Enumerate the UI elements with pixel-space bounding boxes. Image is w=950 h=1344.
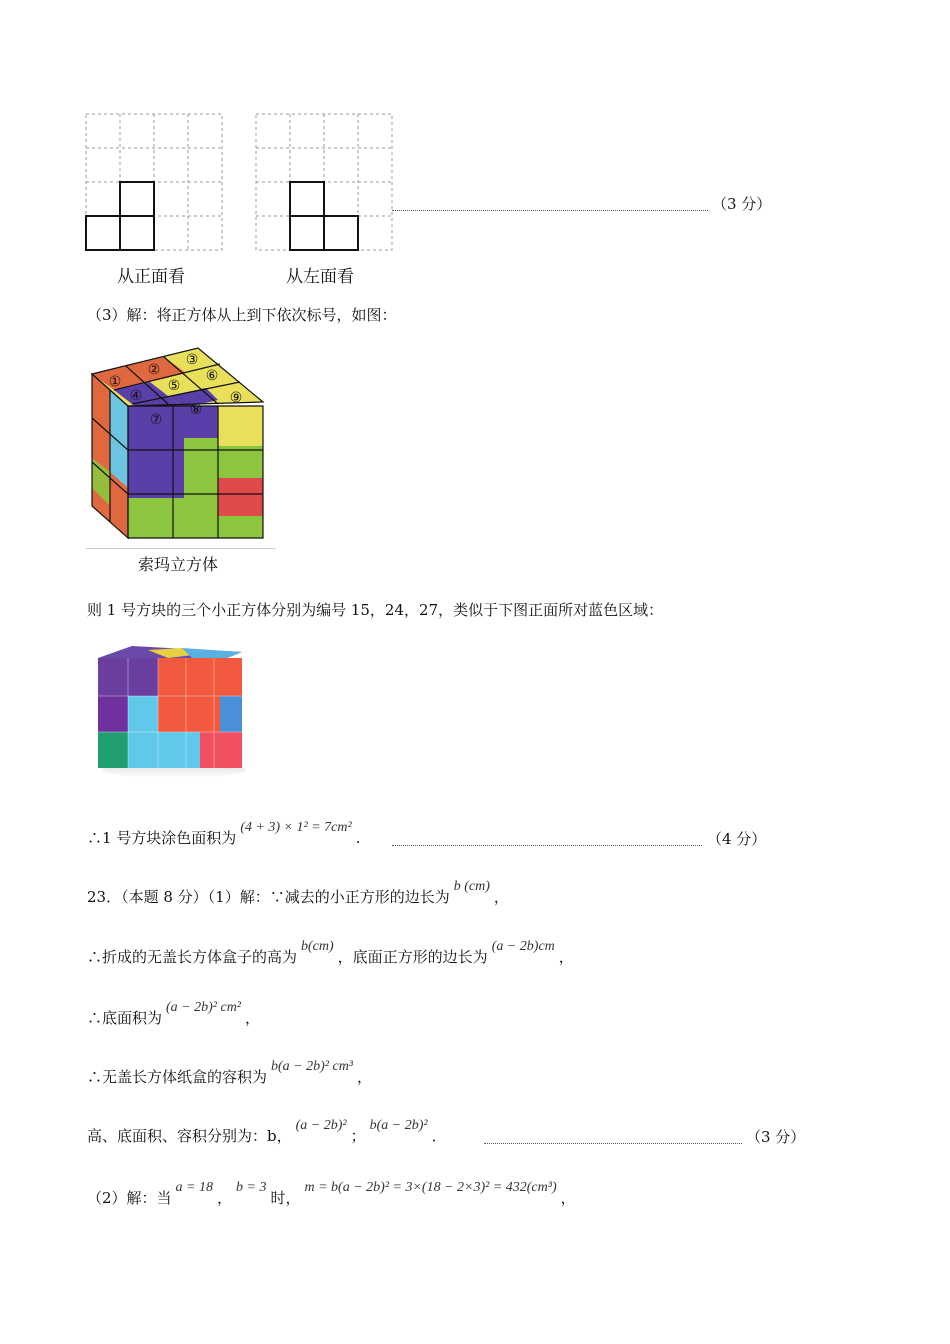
q23-line5: [87, 1118, 447, 1148]
score-mark: （3 分）: [746, 1128, 806, 1146]
dotted-leader: [392, 210, 708, 211]
cube-label-1: ①: [108, 374, 122, 390]
figure-rule: [86, 548, 276, 549]
dotted-leader: [392, 845, 702, 846]
q23-line5-math1: (a − 2b)²: [295, 1118, 347, 1133]
q23-line2-end: ，: [558, 948, 574, 966]
q23-line3-a: ∴底面积为: [87, 1009, 163, 1027]
q23-line3: [87, 1000, 261, 1030]
q23-line3-math: (a − 2b)² cm²: [166, 1000, 242, 1015]
area-line: [87, 820, 361, 850]
q23-line5-math2: b(a − 2b)²: [369, 1118, 428, 1133]
part3-intro: （3）解：将正方体从上到下依次标号，如图：: [87, 306, 397, 324]
left-view-label: 从左面看: [286, 267, 354, 287]
q23-head-math: b (cm): [453, 879, 490, 894]
q23-line4-math: b(a − 2b)² cm³: [271, 1059, 354, 1074]
soma-cube-photo: [92, 640, 252, 780]
q23-line5-a: 高、底面积、容积分别为：b，: [87, 1127, 292, 1145]
q23-line6-end: ，: [560, 1189, 576, 1207]
cube-label-7: ⑦: [149, 412, 163, 428]
q23-line4-a: ∴无盖长方体纸盒的容积为: [87, 1068, 268, 1086]
cube-caption: 索玛立方体: [138, 555, 219, 574]
q23-line2-math2: (a − 2b)cm: [491, 939, 555, 954]
q23-line5-b: ；: [350, 1127, 366, 1145]
q23-line2-a: ∴折成的无盖长方体盒子的高为: [87, 948, 298, 966]
q23-line3-end: ，: [245, 1009, 261, 1027]
left-view-grid: [255, 113, 395, 253]
q23-line6-math3: m = b(a − 2b)² = 3×(18 − 2×3)² = 432(cm³): [304, 1180, 557, 1195]
numbered-cube-figure: [88, 338, 273, 543]
q23-line6-b: ，: [217, 1189, 233, 1207]
q23-line6-a: （2）解：当: [87, 1189, 172, 1207]
q23-line2-b: ，底面正方形的边长为: [337, 948, 488, 966]
q23-head-text: 23．（本题 8 分）（1）解：∵减去的小正方形的边长为: [87, 888, 450, 906]
dotted-leader: [484, 1143, 742, 1144]
part3-after-text: 则 1 号方块的三个小正方体分别为编号 15，24，27，类似于下图正面所对蓝色区域：: [87, 601, 664, 619]
score-mark: （4 分）: [707, 830, 767, 848]
front-view-label: 从正面看: [117, 267, 185, 287]
q23-line4-end: ，: [357, 1068, 373, 1086]
front-view-grid: [85, 113, 225, 253]
cube-label-2: ②: [147, 362, 161, 378]
q23-line5-end: ．: [431, 1127, 447, 1145]
q23-head: [87, 879, 509, 909]
q23-line6-math2: b = 3: [236, 1180, 267, 1195]
cube-label-9: ⑨: [229, 390, 243, 406]
area-formula: (4 + 3) × 1² = 7cm²: [240, 820, 352, 835]
q23-line2: [87, 939, 574, 969]
q23-head-end: ，: [493, 888, 509, 906]
q23-line6: [87, 1180, 576, 1210]
cube-label-4: ④: [129, 388, 143, 404]
q23-line2-math1: b(cm): [301, 939, 334, 954]
cube-label-6: ⑥: [205, 368, 219, 384]
q23-line4: [87, 1059, 373, 1089]
cube-label-8: ⑧: [189, 402, 203, 418]
q23-line6-c: 时，: [270, 1189, 301, 1207]
cube-label-3: ③: [185, 352, 199, 368]
q23-line6-math1: a = 18: [175, 1180, 213, 1195]
cube-label-5: ⑤: [167, 378, 181, 394]
area-prefix: ∴1 号方块涂色面积为: [87, 829, 237, 847]
area-suffix: .: [355, 829, 361, 847]
score-mark: （3 分）: [712, 195, 772, 213]
